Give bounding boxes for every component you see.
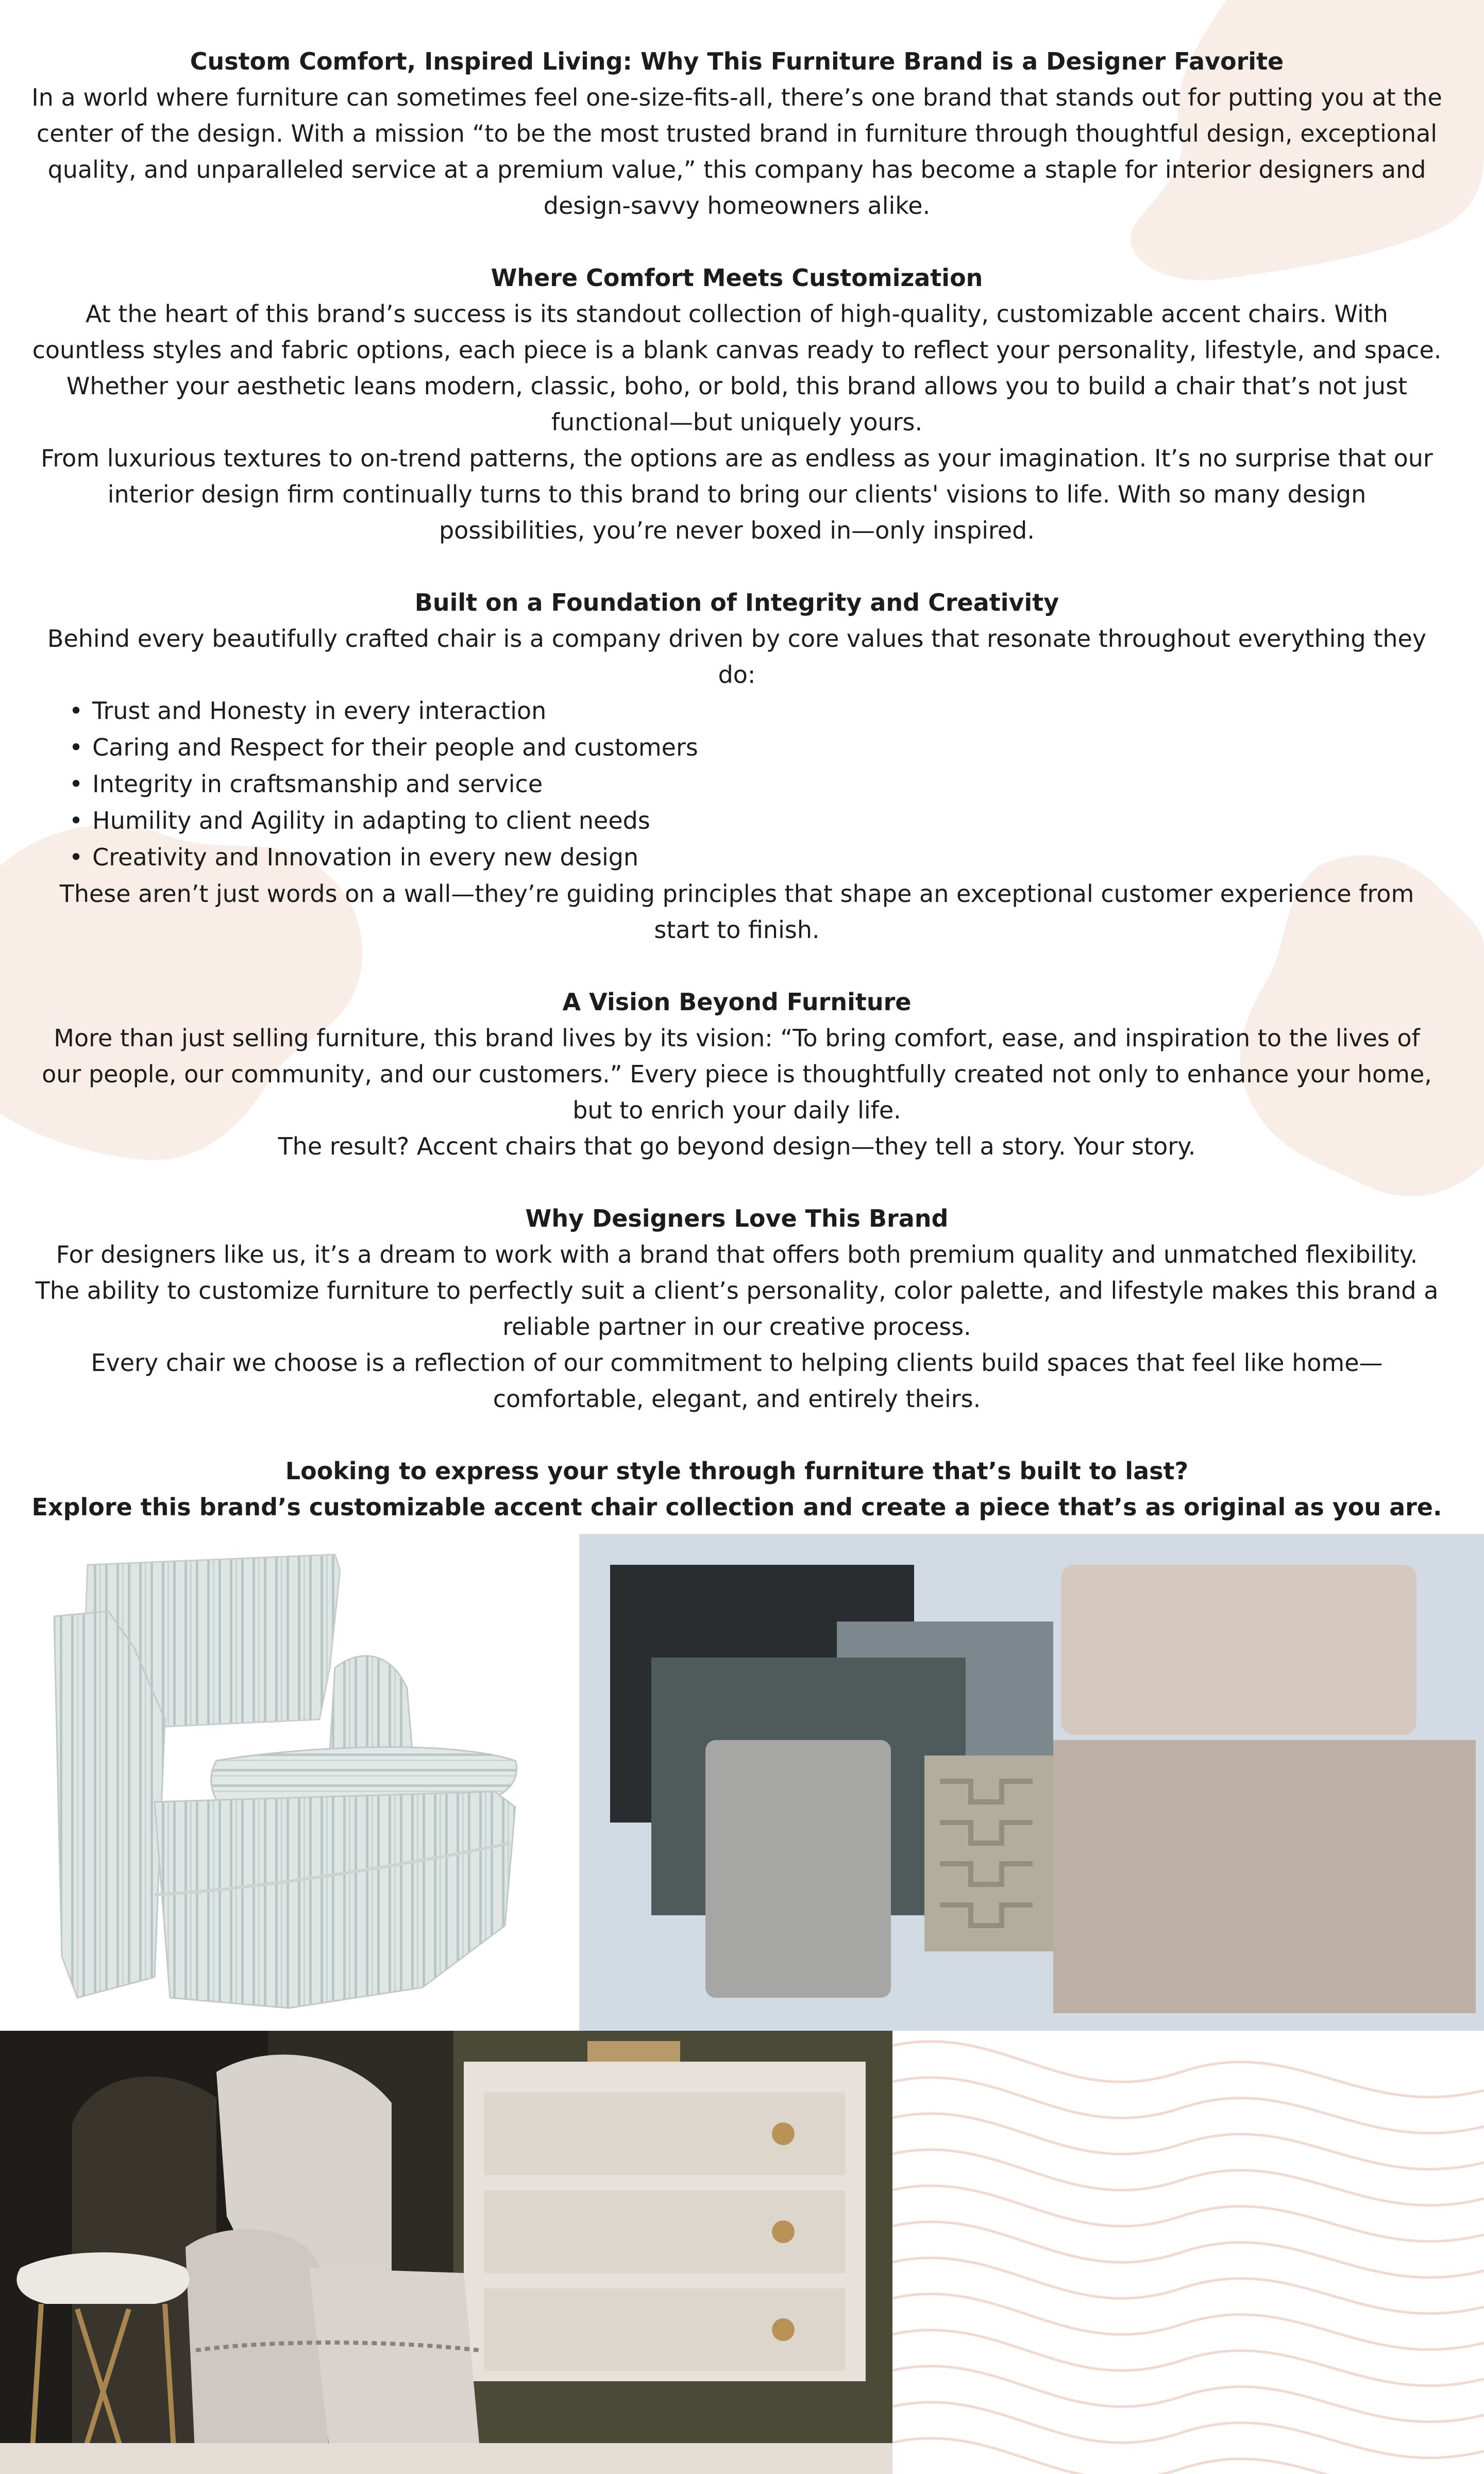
section-heading: Built on a Foundation of Integrity and Creativity <box>414 589 1059 616</box>
section-paragraph: The result? Accent chairs that go beyond design—they tell a story. Your story. <box>278 1132 1196 1160</box>
section-paragraph: For designers like us, it’s a dream to work with a brand that offers both premium quality and unmatched flexibility. The ability to customize furniture to perfectly suit a client’s personality, color palette, and lifestyle makes this brand a reliable partner in our creative process. <box>35 1241 1439 1341</box>
list-item: • Caring and Respect for their people and customers <box>69 729 1443 766</box>
striped-accent-chair-image <box>0 1534 579 2031</box>
section-heading: A Vision Beyond Furniture <box>562 988 912 1016</box>
article <box>31 43 1443 1525</box>
section-paragraph: Every chair we choose is a reflection of our commitment to helping clients build spaces that feel like home—comfortable, elegant, and entirely theirs. <box>91 1349 1383 1413</box>
section-heading: Where Comfort Meets Customization <box>491 264 983 292</box>
call-to-action <box>31 1453 1443 1525</box>
section-paragraph: From luxurious textures to on-trend patterns, the options are as endless as your imagination. It’s no surprise that our interior design firm continually turns to this brand to bring our clients' visions to life. With so many design possibilities, you’re never boxed in—only inspired. <box>41 444 1433 544</box>
intro-paragraph: In a world where furniture can sometimes feel one-size-fits-all, there’s one brand that stands out for putting you at the center of the design. With a mission “to be the most trusted brand in furniture through thoughtful design, exceptional quality, and unparalleled service at a premium value,” this company has become a staple for interior designers and design-savvy homeowners alike. <box>31 83 1442 220</box>
decorative-wave-pattern <box>892 2031 1484 2474</box>
cta-line: Looking to express your style through furniture that’s built to last? <box>285 1457 1189 1485</box>
cta-line: Explore this brand’s customizable accent chair collection and create a piece that’s as original as you are. <box>31 1493 1442 1521</box>
section-values <box>31 584 1443 948</box>
section-vision <box>31 984 1443 1164</box>
values-list <box>31 693 1443 876</box>
section-paragraph: More than just selling furniture, this brand lives by its vision: “To bring comfort, ease, and inspiration to the lives of our people, our community, and our customers.” Every piece is thoughtfully created not only to enhance your home, but to enrich your daily life. <box>42 1024 1432 1124</box>
article-title: Custom Comfort, Inspired Living: Why This Furniture Brand is a Designer Favorite <box>190 47 1284 75</box>
list-item: • Trust and Honesty in every interaction <box>69 693 1443 729</box>
list-item: • Humility and Agility in adapting to client needs <box>69 803 1443 839</box>
fabric-swatches-image <box>579 1534 1484 2031</box>
list-item: • Creativity and Innovation in every new design <box>69 839 1443 876</box>
section-heading: Why Designers Love This Brand <box>525 1205 949 1232</box>
section-closing: These aren’t just words on a wall—they’re guiding principles that shape an exceptional customer experience from start to finish. <box>59 880 1414 944</box>
intro-section <box>31 43 1443 224</box>
list-item: • Integrity in craftsmanship and service <box>69 766 1443 803</box>
section-lead: Behind every beautifully crafted chair is a company driven by core values that resonate throughout everything they do: <box>47 625 1427 689</box>
section-customization <box>31 260 1443 548</box>
section-paragraph: At the heart of this brand’s success is its standout collection of high-quality, customizable accent chairs. With countless styles and fabric options, each piece is a blank canvas ready to reflect your personality, lifestyle, and space. Whether your aesthetic leans modern, classic, boho, or bold, this brand allows you to build a chair that’s not just functional—but uniquely yours. <box>32 300 1442 436</box>
section-designers <box>31 1200 1443 1417</box>
living-room-accent-chair-image <box>0 2031 892 2474</box>
